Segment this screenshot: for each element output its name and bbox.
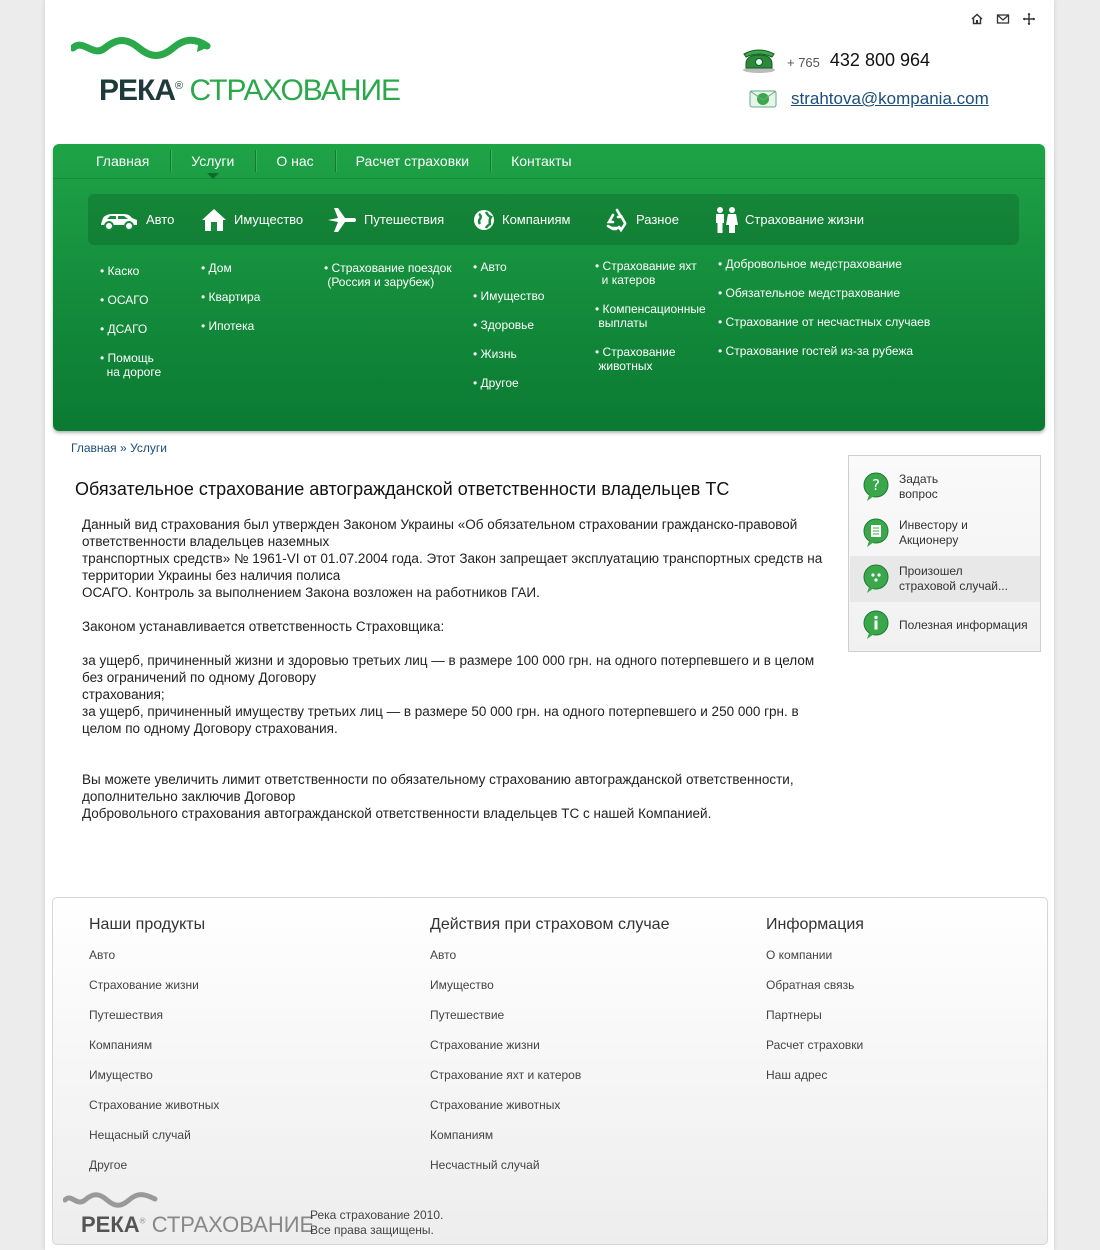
copyright	[310, 1208, 443, 1238]
email-link[interactable]: strahtova@kompania.com	[791, 89, 989, 108]
contact-phone	[741, 46, 930, 74]
category-misc[interactable]	[604, 194, 679, 245]
nav-item-home[interactable]: Главная	[96, 153, 150, 169]
sidebar-item-incident[interactable]	[850, 556, 1040, 602]
submenu-link[interactable]: • Страхование животных	[595, 345, 676, 373]
category-strip	[88, 194, 1019, 245]
top-icons	[970, 12, 1036, 26]
contact-mail	[749, 88, 989, 110]
submenu-link[interactable]: • Авто	[473, 260, 507, 274]
sitemap-icon[interactable]	[1022, 12, 1036, 26]
submenu-link[interactable]: • ДСАГО	[100, 322, 148, 336]
category-companies[interactable]	[472, 194, 570, 245]
main-navigation	[53, 144, 1045, 431]
submenu-link[interactable]: • Помощь на дороге	[100, 351, 162, 379]
phone-icon	[741, 46, 777, 74]
category-travel-label: Путешествия	[364, 212, 445, 227]
nav-item-about[interactable]: О нас	[255, 153, 334, 169]
category-misc-label: Разное	[636, 212, 679, 227]
mail-icon[interactable]	[996, 12, 1010, 26]
footer-heading: Наши продукты	[89, 916, 206, 933]
home-icon[interactable]	[970, 12, 984, 26]
submenu-link[interactable]: • Дом	[201, 261, 232, 275]
footer-link[interactable]: Имущество	[89, 1068, 153, 1082]
phone-number: 432 800 964	[829, 49, 931, 70]
article-paragraph: за ущерб, причиненный имуществу третьих лиц — в размере 50 000 грн. на одного потерпевшего и 250 000 грн. в целом по одному Договору страхования.	[82, 704, 799, 736]
footer-link[interactable]: Страхование жизни	[430, 1038, 540, 1052]
submenu-link[interactable]: • Жизнь	[473, 347, 517, 361]
category-property[interactable]	[200, 194, 303, 245]
category-travel[interactable]	[326, 194, 444, 245]
sidebar-item-label: Произошел страховой случай...	[899, 564, 1008, 593]
footer	[52, 897, 1048, 1245]
phone-prefix: + 765	[787, 54, 820, 70]
question-icon	[861, 471, 891, 503]
sidebar-item-label: Задать вопрос	[899, 472, 939, 501]
sidebar-item-investor[interactable]	[861, 510, 1039, 556]
footer-link[interactable]: Обратная связь	[766, 978, 855, 992]
footer-logo-part2: СТРАХОВАНИЕ	[151, 1212, 315, 1237]
footer-logo-registered: ®	[139, 1216, 146, 1226]
house-icon	[200, 207, 228, 233]
nav-bar	[53, 144, 1045, 179]
plane-icon	[326, 206, 358, 234]
sidebar-item-label: Инвестору и Акционеру	[899, 518, 968, 547]
submenu-link[interactable]: • Обязательное медстрахование	[718, 286, 901, 300]
footer-heading: Действия при страховом случае	[430, 916, 670, 933]
copyright-line: Река страхование 2010.	[310, 1208, 444, 1222]
footer-link[interactable]: Авто	[430, 948, 457, 962]
footer-col-info	[766, 916, 864, 1098]
sidebar-item-info[interactable]	[861, 602, 1039, 648]
info-icon	[861, 609, 891, 641]
footer-link[interactable]: Путешествия	[89, 1008, 164, 1022]
page	[45, 0, 1054, 1250]
footer-link[interactable]: Несчастный случай	[430, 1158, 540, 1172]
footer-link[interactable]: Наш адрес	[766, 1068, 828, 1082]
logo-text[interactable]	[99, 74, 400, 108]
submenu-auto	[100, 264, 161, 394]
footer-link[interactable]: Страхование жизни	[89, 978, 199, 992]
category-auto-label: Авто	[146, 212, 175, 227]
category-property-label: Имущество	[234, 212, 304, 227]
submenu-link[interactable]: • Другое	[473, 376, 519, 390]
footer-link[interactable]: Компаниям	[89, 1038, 153, 1052]
submenu-link[interactable]: • Квартира	[201, 290, 261, 304]
sidebar-item-question[interactable]	[861, 464, 1039, 510]
submenu-link[interactable]: • Ипотека	[201, 319, 255, 333]
footer-link[interactable]: О компании	[766, 948, 833, 962]
footer-link[interactable]: Расчет страховки	[766, 1038, 864, 1052]
alert-icon	[861, 563, 891, 595]
category-companies-label: Компаниям	[502, 212, 571, 227]
submenu-link[interactable]: • ОСАГО	[100, 293, 149, 307]
sidebar-panel	[848, 455, 1041, 652]
nav-item-contacts[interactable]: Контакты	[490, 153, 592, 169]
footer-logo-text	[81, 1212, 314, 1238]
nav-item-calculator[interactable]: Расчет страховки	[335, 153, 490, 169]
article-paragraph: транспортных средств» № 1961-VI от 01.07.2004 года. Этот Закон запрещает эксплуатацию транспортных средств на территории Украины без наличия полиса	[82, 551, 823, 583]
recycle-icon	[604, 207, 630, 233]
logo-registered: ®	[175, 80, 183, 92]
category-auto[interactable]	[98, 194, 174, 245]
footer-heading: Информация	[766, 916, 864, 933]
footer-link[interactable]: Страхование животных	[89, 1098, 220, 1112]
submenu-life	[718, 257, 930, 373]
breadcrumb	[71, 441, 167, 455]
footer-link[interactable]: Имущество	[430, 978, 494, 992]
article-paragraph: страхования;	[82, 687, 165, 702]
footer-link[interactable]: Другое	[89, 1158, 128, 1172]
nav-item-services[interactable]: Услуги	[170, 153, 255, 169]
footer-col-products	[89, 916, 219, 1188]
page-title: Обязательное страхование автогражданской ответственности владельцев ТС	[75, 479, 730, 499]
submenu-travel	[324, 261, 452, 304]
article-paragraph: Данный вид страхования был утвержден Законом Украины «Об обязательном страховании гражданско-правовой ответственности владельцев наземных	[82, 517, 798, 549]
submenu-link[interactable]: • Компенсационные выплаты	[595, 302, 706, 330]
footer-link[interactable]: Нещасный случай	[89, 1128, 191, 1142]
article-body	[82, 516, 837, 822]
footer-link[interactable]: Страхование животных	[430, 1098, 561, 1112]
footer-logo-wave-icon	[63, 1192, 163, 1212]
footer-link[interactable]: Партнеры	[766, 1008, 822, 1022]
copyright-line: Все права защищены.	[310, 1223, 434, 1237]
submenu-misc	[595, 259, 706, 388]
submenu-companies	[473, 260, 544, 405]
svg-text:?: ?	[872, 476, 880, 494]
category-life-label: Страхование жизни	[745, 212, 865, 227]
submenu-link[interactable]: • Страхование поездок (Россия и зарубеж)	[324, 261, 452, 289]
breadcrumb-current[interactable]: Услуги	[130, 441, 167, 455]
submenu-link[interactable]: • Страхование гостей из-за рубежа	[718, 344, 914, 358]
sidebar-item-label: Полезная информация	[899, 617, 1028, 632]
footer-link[interactable]: Компаниям	[430, 1128, 494, 1142]
footer-link[interactable]: Авто	[89, 948, 116, 962]
email-envelope-icon	[749, 88, 777, 110]
people-icon	[713, 206, 739, 234]
breadcrumb-home[interactable]: Главная	[71, 441, 117, 455]
globe-icon	[472, 208, 496, 232]
submenu-link[interactable]: • Страхование яхт и катеров	[595, 259, 697, 287]
article-paragraph: Добровольного страхования автогражданской ответственности владельцев ТС с нашей Компанией.	[82, 806, 712, 821]
submenu-link[interactable]: • Имущество	[473, 289, 545, 303]
footer-logo-part1: РЕКА	[81, 1212, 140, 1237]
breadcrumb-separator: »	[120, 441, 127, 455]
submenu-link[interactable]: • Каско	[100, 264, 140, 278]
logo-name-part1: РЕКА	[99, 74, 175, 107]
category-life[interactable]	[713, 194, 864, 245]
submenu-link[interactable]: • Добровольное медстрахование	[718, 257, 902, 271]
footer-col-actions	[430, 916, 669, 1188]
article-paragraph: ОСАГО. Контроль за выполнением Закона возложен на работников ГАИ.	[82, 585, 540, 600]
logo-name-part2: СТРАХОВАНИЕ	[189, 74, 401, 107]
article-paragraph: за ущерб, причиненный жизни и здоровью третьих лиц — в размере 100 000 грн. на одного потерпевшего и в целом без ограничений по одному Договору	[82, 653, 815, 685]
submenu-property	[201, 261, 260, 348]
submenu-link[interactable]: • Здоровье	[473, 318, 535, 332]
article-paragraph: Законом устанавливается ответственность Страховщика:	[82, 619, 445, 634]
footer-link[interactable]: Путешествие	[430, 1008, 505, 1022]
footer-link[interactable]: Страхование яхт и катеров	[430, 1068, 582, 1082]
article-paragraph: Вы можете увеличить лимит ответственности по обязательному страхованию автогражданской ответственности, дополнительно заключив Договор	[82, 772, 794, 804]
document-icon	[861, 517, 891, 549]
submenu-link[interactable]: • Страхование от несчастных случаев	[718, 315, 931, 329]
car-icon	[98, 208, 140, 232]
